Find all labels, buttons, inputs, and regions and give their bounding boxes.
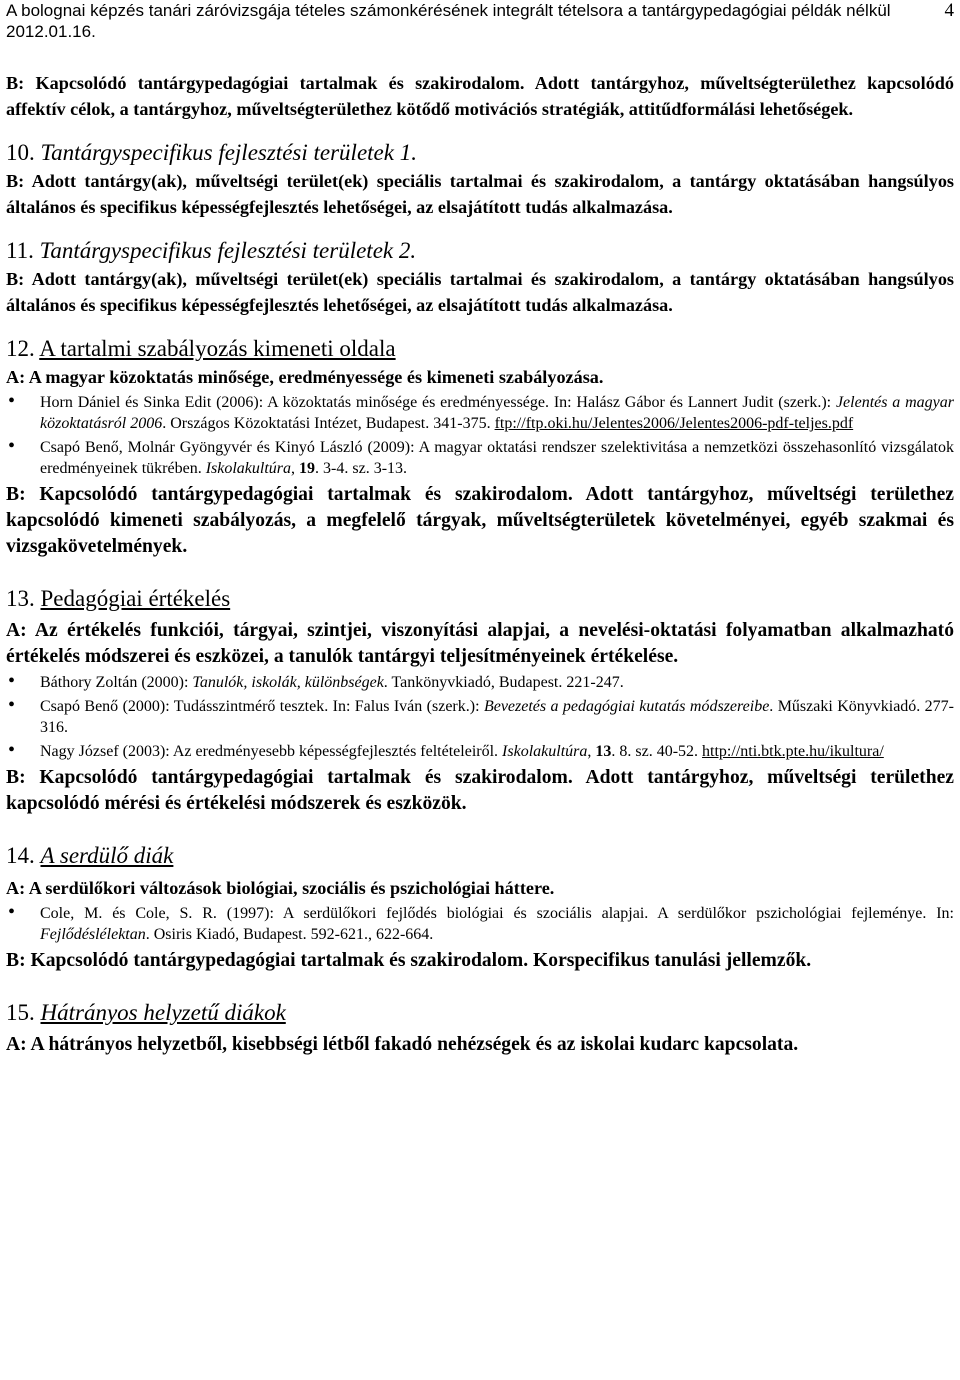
section-11-number: 11. [6, 238, 34, 263]
section-10-b: B: Adott tantárgy(ak), műveltségi terület(ek) speciális tartalmai és szakirodalom, a tantárgy oktatásában hangsúlyos általános és specifikus képességfejlesztés lehetőségei, az elsajátított tudás alkalmazása. [6, 171, 954, 217]
section-10-title: Tantárgyspecifikus fejlesztési területek 1. [40, 140, 417, 165]
section-12 [6, 334, 954, 560]
section-11-b: B: Adott tantárgy(ak), műveltségi terület(ek) speciális tartalmai és szakirodalom, a tantárgy oktatásában hangsúlyos általános és specifikus képességfejlesztés lehetőségei, az elsajátított tudás alkalmazása. [6, 269, 954, 315]
section-14-title: A serdülő diák [40, 843, 174, 868]
section-14-b: B: Kapcsolódó tantárgypedagógiai tartalmak és szakirodalom. Korspecifikus tanulási jellemzők. [6, 950, 812, 971]
section-13 [6, 584, 954, 817]
page-header [6, 0, 954, 50]
header-title: A bolognai képzés tanári záróvizsgája tételes számonkérésének integrált tételsora a tantárgypedagógiai példák nélkül 2012.01.16. [6, 1, 891, 41]
section-13-heading [6, 584, 954, 614]
intro-b-paragraph: B: Kapcsolódó tantárgypedagógiai tartalmak és szakirodalom. Adott tantárgyhoz, műveltségterülethez kapcsolódó affektív célok, a tantárgyhoz, műveltségterülethez kötődő motivációs stratégiák, attitűdformálási lehetőségek. [6, 73, 954, 119]
section-13-references [6, 672, 954, 762]
section-15-heading [6, 998, 954, 1028]
section-11 [6, 236, 954, 318]
section-13-a: A: Az értékelés funkciói, tárgyai, szintjei, viszonyítási alapjai, a nevelési-oktatási folyamatban alkalmazható értékelés módszerei és eszközei, a tanulók tantárgyi teljesítményeinek értékelése. [6, 620, 954, 667]
section-12-number: 12. [6, 336, 35, 361]
section-14-number: 14. [6, 843, 35, 868]
reference-link[interactable]: ftp://ftp.oki.hu/Jelentes2006/Jelentes2006-pdf-teljes.pdf [494, 415, 854, 432]
section-12-title: A tartalmi szabályozás kimeneti oldala [39, 336, 396, 361]
reference-item: • Csapó Benő (2000): Tudásszintmérő tesztek. In: Falus Iván (szerk.): Bevezetés a pedagógiai kutatás módszereibe. Műszaki Könyvkiadó. 277-316. [6, 696, 954, 738]
section-15 [6, 998, 954, 1058]
section-14-heading [6, 841, 954, 871]
section-10-heading [6, 138, 954, 168]
section-13-title: Pedagógiai értékelés [40, 586, 231, 611]
reference-item: • Báthory Zoltán (2000): Tanulók, iskolák, különbségek. Tankönyvkiadó, Budapest. 221-247. [6, 672, 954, 693]
page-content [6, 70, 954, 1058]
section-10-number: 10. [6, 140, 35, 165]
section-12-references [6, 392, 954, 479]
section-12-b: B: Kapcsolódó tantárgypedagógiai tartalmak és szakirodalom. Adott tantárgyhoz, műveltségi területhez kapcsolódó kimeneti szabályozás, a megfelelő tárgyak, műveltségterületek követelményei, egyéb szakmai és vizsgakövetelmények. [6, 484, 954, 557]
section-14 [6, 841, 954, 974]
section-12-heading [6, 334, 954, 364]
page-number: 4 [944, 0, 954, 21]
section-14-references [6, 903, 954, 945]
section-13-b: B: Kapcsolódó tantárgypedagógiai tartalmak és szakirodalom. Adott tantárgyhoz, műveltségi területhez kapcsolódó mérési és értékelési módszerek és eszközök. [6, 767, 954, 814]
reference-item: • Horn Dániel és Sinka Edit (2006): A közoktatás minősége és eredményessége. In: Halász Gábor és Lannert Judit (szerk.): Jelentés a magyar közoktatásról 2006. Országos Közoktatási Intézet, Budapest. 341-375. ftp://ftp.oki.hu/Jelentes2006/Jelentes2006-pdf-teljes.pdf [6, 392, 954, 434]
section-15-a: A: A hátrányos helyzetből, kisebbségi létből fakadó nehézségek és az iskolai kudarc kapcsolata. [6, 1034, 799, 1055]
reference-item: • Cole, M. és Cole, S. R. (1997): A serdülőkori fejlődés biológiai és szociális alapjai. A serdülőkor pszichológiai fejleménye. In: Fejlődéslélektan. Osiris Kiadó, Budapest. 592-621., 622-664. [6, 903, 954, 945]
section-14-a: A: A serdülőkori változások biológiai, szociális és pszichológiai háttere. [6, 878, 555, 898]
section-15-number: 15. [6, 1000, 35, 1025]
section-11-heading [6, 236, 954, 266]
section-10 [6, 138, 954, 220]
section-11-title: Tantárgyspecifikus fejlesztési területek 2. [39, 238, 417, 263]
section-12-a: A: A magyar közoktatás minősége, eredményessége és kimeneti szabályozása. [6, 367, 604, 387]
reference-item: • Csapó Benő, Molnár Gyöngyvér és Kinyó László (2009): A magyar oktatási rendszer szelektivitása a nemzetközi összehasonlító vizsgálatok eredményeinek tükrében. Iskolakultúra, 19. 3-4. sz. 3-13. [6, 437, 954, 479]
section-13-number: 13. [6, 586, 35, 611]
reference-item: • Nagy József (2003): Az eredményesebb képességfejlesztés feltételeiről. Iskolakultúra, 13. 8. sz. 40-52. http://nti.btk.pte.hu/ikultura/ [6, 741, 954, 762]
section-15-title: Hátrányos helyzetű diákok [40, 1000, 286, 1025]
reference-link[interactable]: http://nti.btk.pte.hu/ikultura/ [702, 743, 884, 760]
